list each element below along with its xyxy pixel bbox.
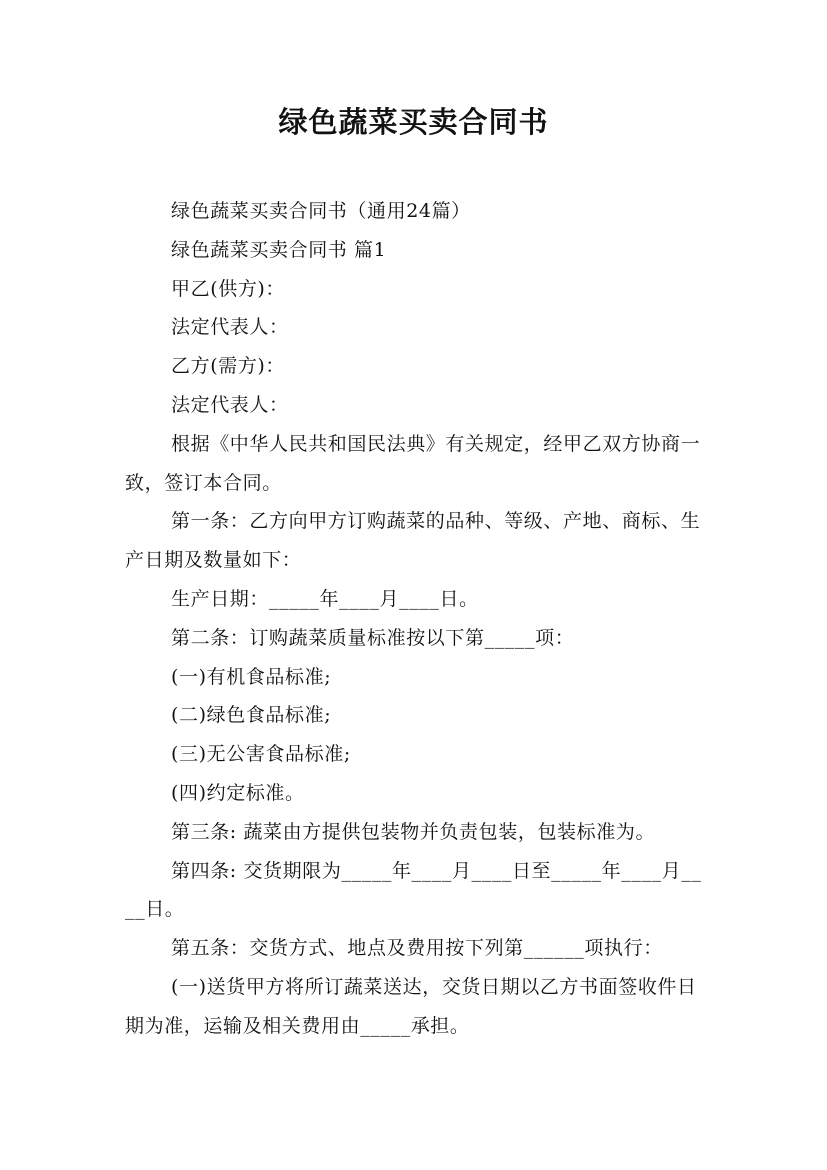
paragraph: 第四条: 交货期限为_____年____月____日至_____年____月____日。 [125, 859, 702, 921]
paragraph: (三)无公害食品标准; [171, 743, 351, 766]
paragraph: 绿色蔬菜买卖合同书（通用24篇） [171, 200, 471, 222]
paragraph: 第五条：交货方式、地点及费用按下列第______项执行： [171, 937, 663, 960]
paragraph: 第二条：订购蔬菜质量标准按以下第_____项： [171, 626, 575, 649]
paragraph: 乙方(需方)： [171, 355, 286, 378]
paragraph: 第三条: 蔬菜由方提供包装物并负责包装，包装标准为。 [171, 820, 656, 843]
paragraph: 法定代表人： [171, 316, 289, 339]
paragraph: 根据《中华人民共和国民法典》有关规定，经甲乙双方协商一致，签订本合同。 [125, 432, 701, 494]
paragraph: (一)送货甲方将所订蔬菜送达，交货日期以乙方书面签收件日期为准，运输及相关费用由_____承担。 [125, 975, 697, 1037]
paragraph: (四)约定标准。 [171, 781, 305, 804]
paragraph: 甲乙(供方)： [171, 277, 286, 300]
paragraph: 法定代表人： [171, 393, 289, 416]
document-body [125, 192, 705, 1046]
paragraph: 绿色蔬菜买卖合同书 篇1 [171, 238, 387, 261]
paragraph: (二)绿色食品标准; [171, 704, 332, 727]
document-title: 绿色蔬菜买卖合同书 [278, 105, 549, 139]
paragraph: 生产日期：_____年____月____日。 [171, 587, 479, 610]
paragraph: 第一条：乙方向甲方订购蔬菜的品种、等级、产地、商标、生产日期及数量如下： [125, 510, 701, 572]
paragraph: (一)有机食品标准; [171, 665, 332, 688]
